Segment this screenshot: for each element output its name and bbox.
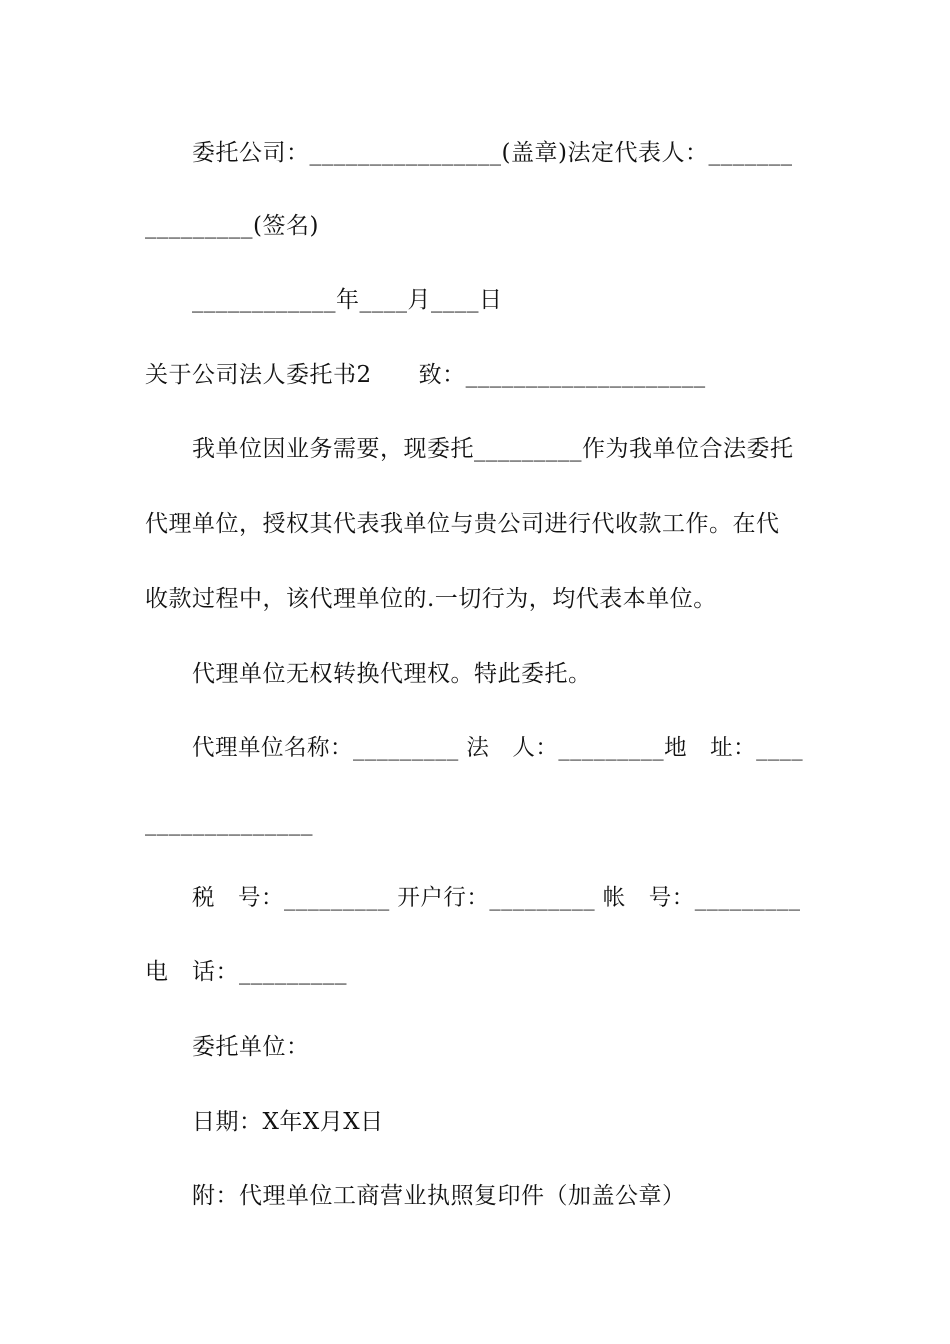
address-continuation-line: ______________ — [145, 810, 313, 836]
section-title-line: 关于公司法人委托书2 致：____________________ — [145, 362, 706, 388]
client-unit-line: 委托单位： — [192, 1034, 310, 1060]
agent-name-line: 代理单位名称：_________ 法 人：_________地 址：____ — [192, 735, 804, 761]
tax-bank-line: 税 号：_________ 开户行：_________ 帐 号：_________ — [192, 885, 801, 911]
body-paragraph-line-3: 收款过程中，该代理单位的.一切行为，均代表本单位。 — [145, 586, 717, 612]
signature-line: _________(签名) — [145, 213, 319, 239]
body-paragraph-line-2: 代理单位，授权其代表我单位与贵公司进行代收款工作。在代 — [145, 511, 780, 537]
date-blank-line: ____________年____月____日 — [192, 287, 503, 313]
phone-line: 电 话：_________ — [145, 959, 347, 985]
body-paragraph-line-1: 我单位因业务需要，现委托_________作为我单位合法委托 — [192, 436, 794, 462]
date-line: 日期：X年X月X日 — [192, 1109, 384, 1135]
statement-line: 代理单位无权转换代理权。特此委托。 — [192, 661, 592, 687]
client-company-line: 委托公司：________________(盖章)法定代表人：_______ — [192, 140, 793, 166]
attachment-line: 附：代理单位工商营业执照复印件（加盖公章） — [192, 1183, 686, 1209]
